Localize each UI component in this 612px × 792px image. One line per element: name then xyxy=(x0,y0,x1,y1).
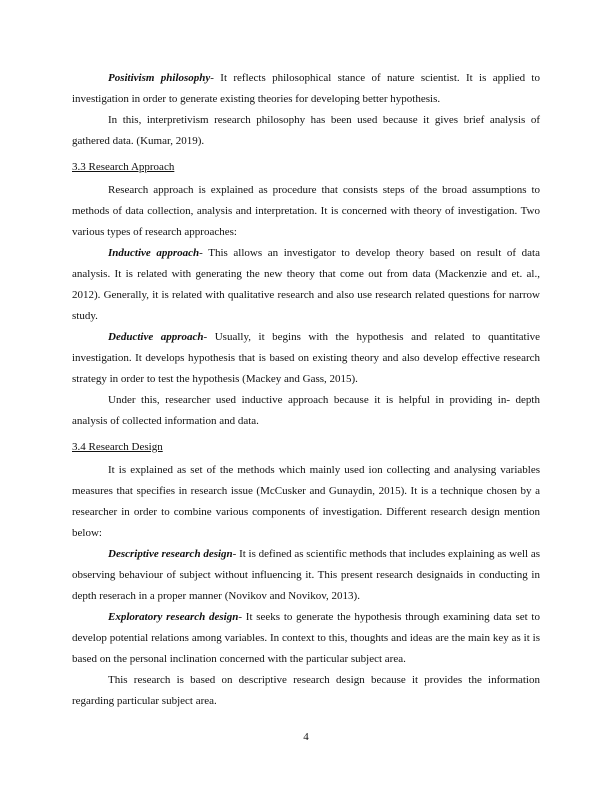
research-approach-intro: Research approach is explained as procedure that consists steps of the broad assumptions to methods of data collection, analysis and interpretation. It is concerned with theory of investigation. Two various types of research approaches: xyxy=(72,184,540,238)
page-number: 4 xyxy=(303,731,309,743)
inductive-term: Inductive approach xyxy=(108,247,200,259)
descriptive-term: Descriptive research design xyxy=(108,548,233,560)
inductive-paragraph xyxy=(72,243,540,327)
deductive-term: Deductive approach xyxy=(108,331,204,343)
interpretivism-paragraph: In this, interpretivism research philosophy has been used because it gives brief analysis of gathered data. (Kumar, 2019). xyxy=(72,114,540,147)
deductive-paragraph xyxy=(72,327,540,390)
positivism-term: Positivism philosophy xyxy=(108,72,211,84)
design-conclusion: This research is based on descriptive research design because it provides the information regarding particular subject area. xyxy=(72,674,540,707)
inductive-text: - This allows an investigator to develop theory based on result of data analysis. It is related with generating the new theory that come out from data (Mackenzie and et. al., 2012). Generally, it is related with qualitative research and also use research related questions for narrow study. xyxy=(72,247,540,322)
descriptive-text: - It is defined as scientific methods that includes explaining as well as observing behaviour of subject without influencing it. This present research designaids in conducting in depth reserach in a proper manner (Novikov and Novikov, 2013). xyxy=(72,548,540,602)
positivism-text: - It reflects philosophical stance of nature scientist. It is applied to investigation in order to generate existing theories for developing better hypothesis. xyxy=(72,72,540,105)
exploratory-term: Exploratory research design xyxy=(108,611,239,623)
research-approach-heading: 3.3 Research Approach xyxy=(72,161,175,173)
positivism-paragraph xyxy=(72,68,540,110)
document-body xyxy=(72,68,540,712)
descriptive-paragraph xyxy=(72,544,540,607)
exploratory-paragraph xyxy=(72,607,540,670)
approach-conclusion: Under this, researcher used inductive approach because it is helpful in providing in- depth analysis of collected information and data. xyxy=(72,394,540,427)
research-design-heading: 3.4 Research Design xyxy=(72,441,163,453)
exploratory-text: - It seeks to generate the hypothesis through examining data set to develop potential relations among variables. In context to this, thoughts and ideas are the main key as it is based on the personal inclination concerned with the particular subject area. xyxy=(72,611,540,665)
deductive-text: - Usually, it begins with the hypothesis and related to quantitative investigation. It develops hypothesis that is based on existing theory and also develop effective research strategy in order to test the hypothesis (Mackey and Gass, 2015). xyxy=(72,331,541,385)
research-design-intro: It is explained as set of the methods which mainly used ion collecting and analysing variables measures that specifies in research issue (McCusker and Gunaydin, 2015). It is a technique chosen by a researcher in order to combine various components of investigation. Different research design mention below: xyxy=(72,464,540,539)
